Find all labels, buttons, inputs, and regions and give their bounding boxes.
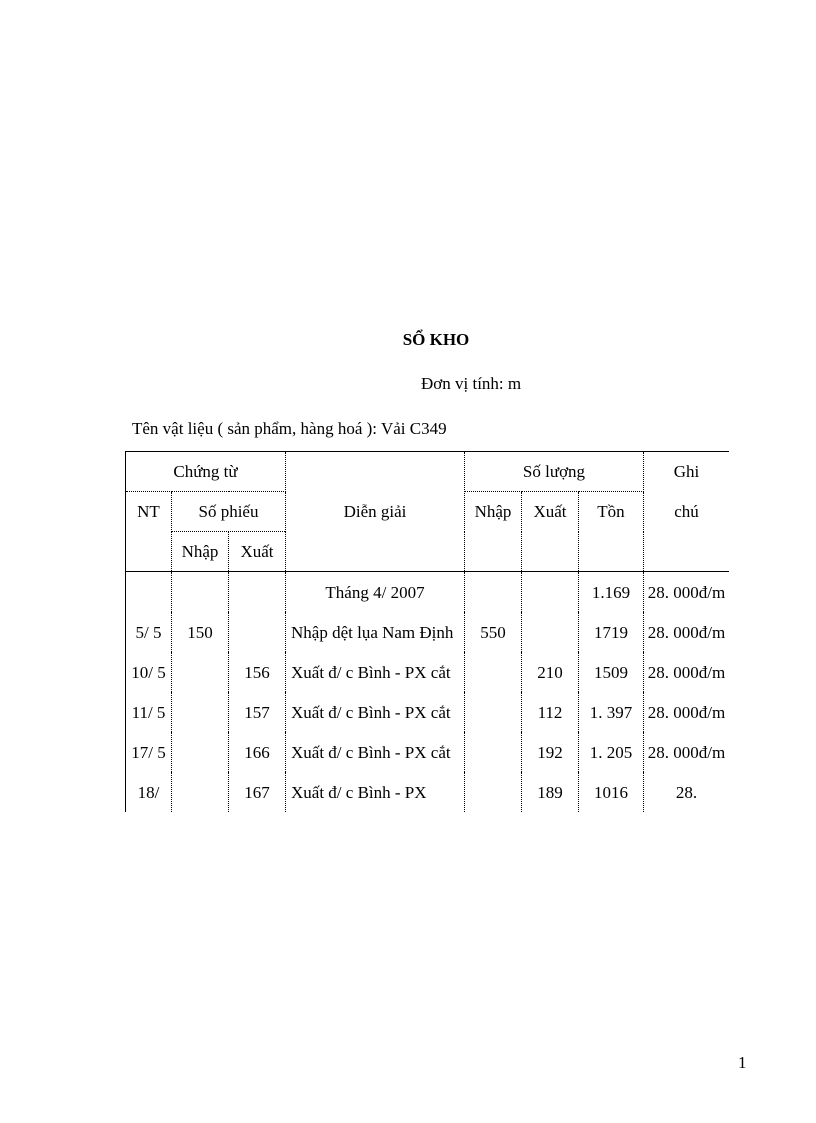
cell-ghi-chu: 28. 000đ/m (644, 652, 730, 692)
cell-xuat: 112 (522, 692, 579, 732)
cell-phieu-nhap (172, 772, 229, 812)
material-line: Tên vật liệu ( sản phẩm, hàng hoá ): Vải C349 (132, 419, 447, 438)
cell-nhap (465, 772, 522, 812)
cell-nhap (465, 692, 522, 732)
cell-xuat: 189 (522, 772, 579, 812)
cell-xuat (522, 572, 579, 613)
header-sl-xuat: Xuất (522, 492, 579, 572)
cell-phieu-xuat: 166 (229, 732, 286, 772)
stock-ledger-table (125, 451, 729, 812)
cell-ton: 1509 (579, 652, 644, 692)
unit-line: Đơn vị tính: m (421, 374, 522, 393)
cell-ton: 1. 205 (579, 732, 644, 772)
cell-nt: 11/ 5 (126, 692, 172, 732)
cell-dien-giai: Xuất đ/ c Bình - PX cắt (286, 652, 465, 692)
cell-ton: 1719 (579, 612, 644, 652)
cell-xuat: 210 (522, 652, 579, 692)
header-chu: chú (644, 492, 730, 572)
cell-nt: 18/ (126, 772, 172, 812)
cell-nhap (465, 732, 522, 772)
header-chung-tu: Chứng từ (126, 452, 286, 492)
cell-dien-giai: Xuất đ/ c Bình - PX cắt (286, 732, 465, 772)
header-ghi: Ghi (644, 452, 730, 492)
header-sl-ton: Tồn (579, 492, 644, 572)
table-row (126, 732, 730, 772)
table-row (126, 572, 730, 613)
header-nt: NT (126, 492, 172, 572)
cell-nt: 17/ 5 (126, 732, 172, 772)
cell-ton: 1.169 (579, 572, 644, 613)
cell-xuat: 192 (522, 732, 579, 772)
cell-phieu-xuat: 157 (229, 692, 286, 732)
cell-ghi-chu: 28. (644, 772, 730, 812)
cell-nt: 5/ 5 (126, 612, 172, 652)
cell-xuat (522, 612, 579, 652)
cell-ton: 1. 397 (579, 692, 644, 732)
cell-ton: 1016 (579, 772, 644, 812)
cell-dien-giai: Nhập dệt lụa Nam Định (286, 612, 465, 652)
table-row (126, 692, 730, 732)
cell-nhap (465, 572, 522, 613)
page-number: 1 (738, 1053, 747, 1072)
cell-phieu-nhap (172, 652, 229, 692)
cell-phieu-xuat (229, 572, 286, 613)
cell-phieu-nhap (172, 692, 229, 732)
cell-nhap (465, 652, 522, 692)
cell-phieu-nhap (172, 572, 229, 613)
table-row (126, 612, 730, 652)
cell-nt (126, 572, 172, 613)
cell-phieu-xuat: 156 (229, 652, 286, 692)
table-row (126, 652, 730, 692)
header-phieu-xuat: Xuất (229, 532, 286, 572)
header-so-phieu: Số phiếu (172, 492, 286, 532)
cell-phieu-xuat: 167 (229, 772, 286, 812)
header-so-luong: Số lượng (465, 452, 644, 492)
cell-phieu-xuat (229, 612, 286, 652)
header-phieu-nhap: Nhập (172, 532, 229, 572)
cell-ghi-chu: 28. 000đ/m (644, 612, 730, 652)
header-sl-nhap: Nhập (465, 492, 522, 572)
cell-ghi-chu: 28. 000đ/m (644, 732, 730, 772)
cell-dien-giai: Tháng 4/ 2007 (286, 572, 465, 613)
document-title: SỔ KHO (402, 330, 470, 349)
cell-ghi-chu: 28. 000đ/m (644, 572, 730, 613)
cell-dien-giai: Xuất đ/ c Bình - PX cắt (286, 692, 465, 732)
cell-nhap: 550 (465, 612, 522, 652)
table-row (126, 772, 730, 812)
cell-phieu-nhap (172, 732, 229, 772)
cell-dien-giai: Xuất đ/ c Bình - PX (286, 772, 465, 812)
cell-phieu-nhap: 150 (172, 612, 229, 652)
cell-ghi-chu: 28. 000đ/m (644, 692, 730, 732)
cell-nt: 10/ 5 (126, 652, 172, 692)
header-dien-giai: Diễn giải (286, 452, 465, 572)
stock-ledger (125, 451, 729, 973)
